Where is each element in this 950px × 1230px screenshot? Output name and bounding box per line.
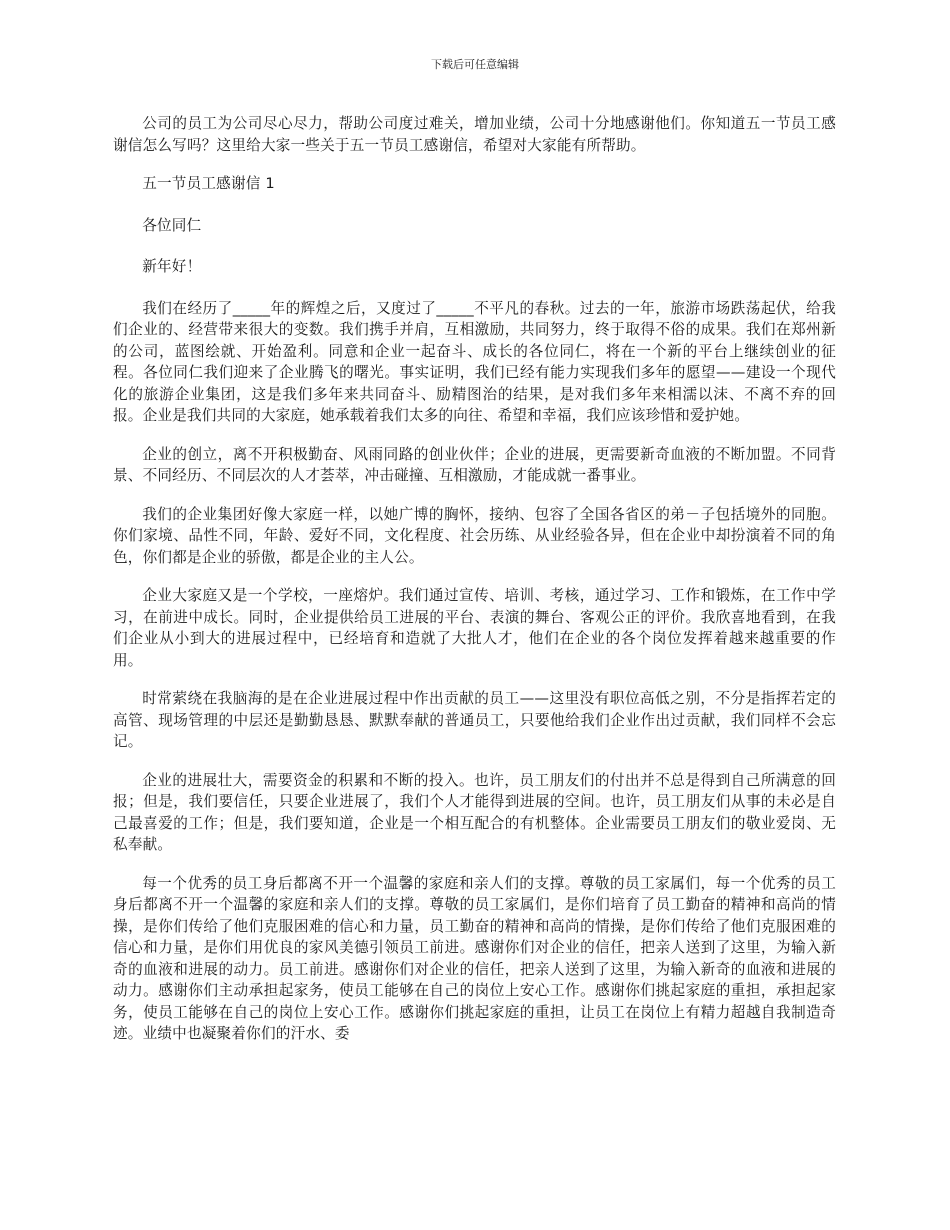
page-header-note: 下载后可任意编辑 <box>431 58 519 71</box>
body-paragraph: 我们的企业集团好像大家庭一样，以她广博的胸怀，接纳、包容了全国各省区的弟－子包括境外的同胞。你们家境、品性不同，年龄、爱好不同，文化程度、社会历练、从业经验各异，但在企业中却扮演着不同的角色，你们都是企业的骄傲，都是企业的主人公。 <box>113 505 836 566</box>
body-paragraph: 企业的创立，离不开积极勤奋、风雨同路的创业伙伴；企业的进展，更需要新奇血液的不断加盟。不同背景、不同经历、不同层次的人才荟萃，冲击碰撞、互相激励，才能成就一番事业。 <box>113 445 836 484</box>
body-paragraph: 企业大家庭又是一个学校，一座熔炉。我们通过宣传、培训、考核，通过学习、工作和锻炼，在工作中学习，在前进中成长。同时，企业提供给员工进展的平台、表演的舞台、客观公正的评价。我欣喜地看到，在我们企业从小到大的进展过程中，已经培育和造就了大批人才，他们在企业的各个岗位发挥着越来越重要的作用。 <box>113 587 836 669</box>
body-paragraph: 企业的进展壮大，需要资金的积累和不断的投入。也许，员工朋友们的付出并不总是得到自己所满意的回报；但是，我们要信任，只要企业进展了，我们个人才能得到进展的空间。也许，员工朋友们从事的未必是自己最喜爱的工作；但是，我们要知道，企业是一个相互配合的有机整体。企业需要员工朋友们的敬业爱岗、无私奉献。 <box>113 771 836 853</box>
intro-paragraph: 公司的员工为公司尽心尽力，帮助公司度过难关，增加业绩，公司十分地感谢他们。你知道五一节员工感谢信怎么写吗？这里给大家一些关于五一节员工感谢信，希望对大家能有所帮助。 <box>113 115 836 154</box>
body-paragraph: 每一个优秀的员工身后都离不开一个温馨的家庭和亲人们的支撑。尊敬的员工家属们，每一个优秀的员工身后都离不开一个温馨的家庭和亲人们的支撑。尊敬的员工家属们，是你们培育了员工勤奋的精神和高尚的情操，是你们传给了他们克服困难的信心和力量，员工勤奋的精神和高尚的情操，是你们传给了他们克服困难的信心和力量，是你们用优良的家风美德引领员工前进。感谢你们对企业的信任，把亲人送到了这里，为输入新奇的血液和进展的动力。员工前进。感谢你们对企业的信任，把亲人送到了这里，为输入新奇的血液和进展的动力。感谢你们主动承担起家务，使员工能够在自己的岗位上安心工作。感谢你们挑起家庭的重担，承担起家务，使员工能够在自己的岗位上安心工作。感谢你们挑起家庭的重担，让员工在岗位上有精力超越自我制造奇迹。业绩中也凝聚着你们的汗水、委 <box>113 874 836 1042</box>
body-paragraph: 时常萦绕在我脑海的是在企业进展过程中作出贡献的员工——这里没有职位高低之别，不分是指挥若定的高管、现场管理的中层还是勤勤恳恳、默默奉献的普通员工，只要他给我们企业作出过贡献，我们同样不会忘记。 <box>113 690 836 750</box>
document-body <box>113 113 836 1045</box>
body-paragraph: 我们在经历了_____年的辉煌之后，又度过了_____不平凡的春秋。过去的一年，旅游市场跌荡起伏，给我们企业的、经营带来很大的变数。我们携手并肩，互相激励，共同努力，终于取得不俗的成果。我们在郑州新的公司，蓝图绘就、开始盈利。同意和企业一起奋斗、成长的各位同仁，将在一个新的平台上继续创业的征程。各位同仁我们迎来了企业腾飞的曙光。事实证明，我们已经有能力实现我们多年的愿望——建设一个现代化的旅游企业集团，这是我们多年来共同奋斗、励精图治的结果，是对我们多年来相濡以沫、不离不弃的回报。企业是我们共同的大家庭，她承载着我们太多的向往、希望和幸福，我们应该珍惜和爱护她。 <box>113 299 836 424</box>
letter-salutation: 各位同仁 <box>142 216 202 234</box>
letter-greeting: 新年好！ <box>142 258 202 275</box>
letter-title: 五一节员工感谢信 1 <box>142 175 275 192</box>
